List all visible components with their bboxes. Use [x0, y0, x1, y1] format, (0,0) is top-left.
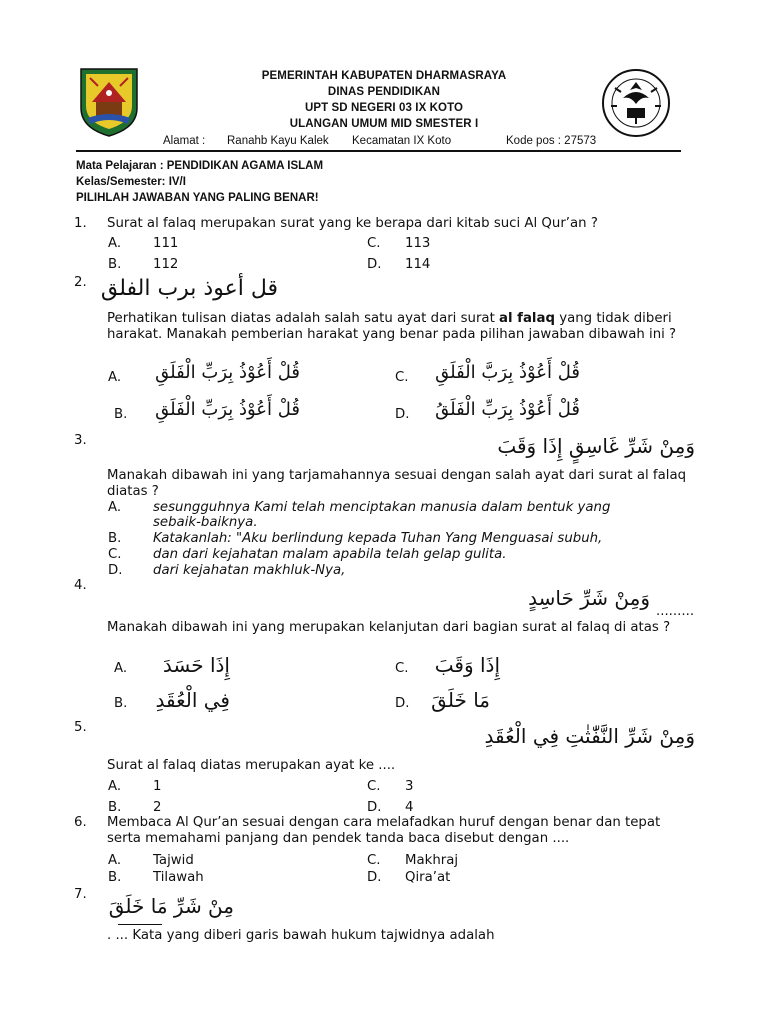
q2-number: 2.: [74, 275, 87, 290]
subject: Mata Pelajaran : PENDIDIKAN AGAMA ISLAM: [76, 160, 324, 172]
q2-d-label: D.: [395, 407, 410, 422]
q5-d: 4: [405, 800, 414, 815]
q1-text: Surat al falaq merupakan surat yang ke berapa dari kitab suci Al Qur’an ?: [107, 216, 598, 231]
q4-b: فِي الْعُقَدِ: [155, 688, 230, 712]
q1-b-label: B.: [108, 257, 122, 272]
q4-text: Manakah dibawah ini yang merupakan kelanjutan dari bagian surat al falaq di atas ?: [107, 620, 671, 635]
q5-c-label: C.: [367, 779, 381, 794]
q6-number: 6.: [74, 815, 87, 830]
header-government: PEMERINTAH KABUPATEN DHARMASRAYA: [261, 70, 507, 82]
address-district: Kecamatan IX Koto: [352, 135, 452, 147]
postal-code: Kode pos : 27573: [506, 135, 597, 147]
q2-text: Perhatikan tulisan diatas adalah salah satu ayat dari surat al falaq yang tidak diberi harakat. Manakah pemberian harakat yang benar pada pilihan jawaban dibawah ini ?: [107, 311, 677, 342]
q5-a-label: A.: [108, 779, 122, 794]
q1-b: 112: [153, 257, 179, 272]
q3-number: 3.: [74, 433, 87, 448]
q4-a-label: A.: [114, 661, 128, 676]
q6-text: Membaca Al Qur’an sesuai dengan cara melafadkan huruf dengan benar dan tepat serta memahami panjang dan pendek tanda baca disebut dengan ....: [107, 815, 661, 846]
q4-arabic: وَمِنْ شَرِّ حَاسِدٍ: [528, 586, 650, 610]
header-rule: [76, 150, 681, 152]
address-village: Ranahb Kayu Kalek: [227, 135, 329, 147]
q5-c: 3: [405, 779, 414, 794]
q1-a: 111: [153, 236, 179, 251]
q3-c-label: C.: [108, 547, 122, 562]
q4-d: مَا خَلَقَ: [431, 688, 490, 712]
q3-arabic: وَمِنْ شَرِّ غَاسِقٍ إِذَا وَقَبَ: [497, 434, 695, 458]
q3-a-line1: sesungguhnya Kami telah menciptakan manusia dalam bentuk yang: [153, 500, 611, 515]
q4-a: إِذَا حَسَدَ: [162, 653, 230, 677]
q4-number: 4.: [74, 578, 87, 593]
instruction: PILIHLAH JAWABAN YANG PALING BENAR!: [76, 192, 319, 204]
q3-b: Katakanlah: "Aku berlindung kepada Tuhan Yang Menguasai subuh,: [153, 531, 603, 546]
q1-c: 113: [405, 236, 431, 251]
q5-text: Surat al falaq diatas merupakan ayat ke ....: [107, 758, 396, 773]
q2-a-label: A.: [108, 370, 122, 385]
q2-a: قُلْ أَعُوْذُ بِرَبِّ الْفَلَقِ: [155, 362, 300, 383]
q5-number: 5.: [74, 720, 87, 735]
q2-b: قُلْ أَعُوْذُ بِرَبِّ الْفَلَقِ: [155, 399, 300, 420]
q5-d-label: D.: [367, 800, 382, 815]
q1-c-label: C.: [367, 236, 381, 251]
q1-a-label: A.: [108, 236, 122, 251]
q2-c: قُلْ أَعُوْذُ بِرَبَّ الْفَلَقِ: [435, 362, 580, 383]
q3-a-label: A.: [108, 500, 122, 515]
q7-arabic: مِنْ شَرِّ مَا خَلَقَ: [108, 894, 234, 918]
q2-b-label: B.: [114, 407, 128, 422]
q6-d: Qira’at: [405, 870, 451, 885]
class-semester: Kelas/Semester: IV/I: [76, 176, 186, 188]
header-school: UPT SD NEGERI 03 IX KOTO: [304, 102, 464, 114]
q6-c-label: C.: [367, 853, 381, 868]
header-office: DINAS PENDIDIKAN: [327, 86, 441, 98]
q6-a: Tajwid: [153, 853, 194, 868]
q3-a-line2: sebaik-baiknya.: [153, 515, 258, 530]
q3-d-label: D.: [108, 563, 123, 578]
q2-arabic: قل أعوذ برب الفلق: [100, 276, 278, 301]
q7-underline: [118, 924, 162, 925]
q5-b-label: B.: [108, 800, 122, 815]
q3-text: Manakah dibawah ini yang tarjamahannya sesuai dengan salah ayat dari surat al falaq diatas ?: [107, 468, 687, 499]
q1-number: 1.: [74, 216, 87, 231]
q1-d-label: D.: [367, 257, 382, 272]
q4-c: إِذَا وَقَبَ: [434, 653, 500, 677]
q3-b-label: B.: [108, 531, 122, 546]
q4-b-label: B.: [114, 696, 128, 711]
q5-b: 2: [153, 800, 162, 815]
header-exam: ULANGAN UMUM MID SMESTER I: [289, 118, 479, 130]
q2-d: قُلْ أَعُوْذُ بِرَبِّ الْفَلَقُ: [435, 399, 580, 420]
q6-c: Makhraj: [405, 853, 459, 868]
q3-d: dari kejahatan makhluk-Nya,: [153, 563, 346, 578]
q4-dots: .........: [656, 604, 695, 619]
q4-d-label: D.: [395, 696, 410, 711]
address-label: Alamat :: [163, 135, 206, 147]
q2-c-label: C.: [395, 370, 409, 385]
q7-text: . ... Kata yang diberi garis bawah hukum tajwidnya adalah: [107, 928, 495, 943]
q5-a: 1: [153, 779, 162, 794]
q5-arabic: وَمِنْ شَرِّ النَّفّٰثٰتِ فِي الْعُقَدِ: [484, 724, 695, 748]
q4-c-label: C.: [395, 661, 409, 676]
q1-d: 114: [405, 257, 431, 272]
q6-a-label: A.: [108, 853, 122, 868]
q6-b: Tilawah: [153, 870, 204, 885]
q7-number: 7.: [74, 887, 87, 902]
q6-d-label: D.: [367, 870, 382, 885]
q3-c: dan dari kejahatan malam apabila telah gelap gulita.: [153, 547, 507, 562]
q6-b-label: B.: [108, 870, 122, 885]
